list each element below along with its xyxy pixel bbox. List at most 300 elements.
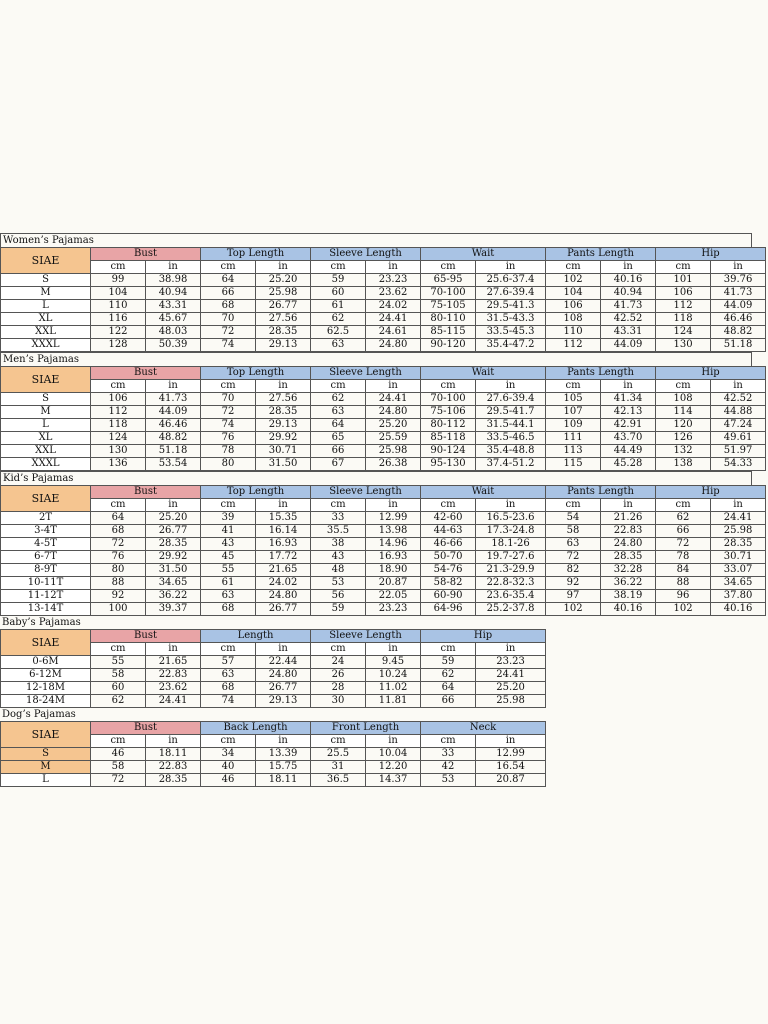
measurement-cell: 63 (311, 339, 366, 352)
measurement-cell: 124 (91, 432, 146, 445)
measurement-cell: 24.80 (366, 406, 421, 419)
size-label: S (1, 393, 91, 406)
unit-cm: cm (201, 643, 256, 656)
measurement-cell: 44.09 (711, 300, 766, 313)
measurement-group-header: Pants Length (546, 248, 656, 261)
measurement-cell: 13.98 (366, 525, 421, 538)
measurement-cell: 88 (91, 577, 146, 590)
measurement-cell: 51.18 (146, 445, 201, 458)
measurement-cell: 22.44 (256, 656, 311, 669)
measurement-cell: 43 (201, 538, 256, 551)
measurement-group-header: Hip (421, 630, 546, 643)
measurement-cell: 23.23 (366, 274, 421, 287)
size-label: XXXL (1, 339, 91, 352)
measurement-cell: 22.83 (601, 525, 656, 538)
measurement-cell: 58 (91, 669, 146, 682)
measurement-cell: 24.41 (146, 695, 201, 708)
measurement-cell: 59 (311, 603, 366, 616)
measurement-cell: 95-130 (421, 458, 476, 471)
measurement-cell: 25.6-37.4 (476, 274, 546, 287)
measurement-cell: 120 (656, 419, 711, 432)
measurement-cell: 11.81 (366, 695, 421, 708)
measurement-cell: 53 (311, 577, 366, 590)
unit-in: in (711, 380, 766, 393)
measurement-cell: 16.54 (476, 761, 546, 774)
measurement-cell: 106 (91, 393, 146, 406)
size-column-header: SIAE (1, 486, 91, 512)
measurement-cell: 62.5 (311, 326, 366, 339)
measurement-cell: 78 (201, 445, 256, 458)
measurement-cell: 21.65 (256, 564, 311, 577)
measurement-cell: 33 (421, 748, 476, 761)
measurement-cell: 46 (201, 774, 256, 787)
measurement-cell: 65 (311, 432, 366, 445)
measurement-cell: 38.98 (146, 274, 201, 287)
unit-cm: cm (311, 380, 366, 393)
size-label: M (1, 287, 91, 300)
measurement-cell: 68 (91, 525, 146, 538)
measurement-cell: 41 (201, 525, 256, 538)
measurement-cell: 10.04 (366, 748, 421, 761)
size-label: 18-24M (1, 695, 91, 708)
measurement-cell: 72 (91, 774, 146, 787)
measurement-cell: 92 (546, 577, 601, 590)
measurement-cell: 70-100 (421, 287, 476, 300)
unit-in: in (476, 499, 546, 512)
measurement-cell: 101 (656, 274, 711, 287)
measurement-cell: 122 (91, 326, 146, 339)
size-label: 10-11T (1, 577, 91, 590)
measurement-cell: 27.6-39.4 (476, 287, 546, 300)
size-label: 6-12M (1, 669, 91, 682)
measurement-group-header: Top Length (201, 486, 311, 499)
unit-in: in (601, 499, 656, 512)
measurement-cell: 33.5-46.5 (476, 432, 546, 445)
table-row (1, 748, 546, 761)
unit-cm: cm (546, 380, 601, 393)
measurement-cell: 24.41 (711, 512, 766, 525)
measurement-group-header: Bust (91, 367, 201, 380)
measurement-cell: 112 (91, 406, 146, 419)
measurement-cell: 42 (421, 761, 476, 774)
measurement-cell: 29.92 (146, 551, 201, 564)
unit-cm: cm (421, 735, 476, 748)
measurement-cell: 80-112 (421, 419, 476, 432)
table-row (1, 432, 766, 445)
measurement-cell: 114 (656, 406, 711, 419)
measurement-cell: 20.87 (366, 577, 421, 590)
measurement-cell: 64 (421, 682, 476, 695)
unit-cm: cm (656, 261, 711, 274)
measurement-cell: 44.88 (711, 406, 766, 419)
measurement-cell: 38.19 (601, 590, 656, 603)
measurement-cell: 22.8-32.3 (476, 577, 546, 590)
measurement-cell: 66 (421, 695, 476, 708)
measurement-cell: 30.71 (256, 445, 311, 458)
measurement-cell: 40.94 (601, 287, 656, 300)
table-row (1, 274, 766, 287)
measurement-cell: 62 (656, 512, 711, 525)
measurement-cell: 55 (201, 564, 256, 577)
size-label: 3-4T (1, 525, 91, 538)
measurement-group-header: Top Length (201, 367, 311, 380)
measurement-cell: 12.20 (366, 761, 421, 774)
measurement-cell: 102 (656, 603, 711, 616)
measurement-cell: 31.50 (256, 458, 311, 471)
measurement-cell: 45.28 (601, 458, 656, 471)
size-label: M (1, 406, 91, 419)
measurement-cell: 51.97 (711, 445, 766, 458)
unit-cm: cm (311, 643, 366, 656)
measurement-cell: 65-95 (421, 274, 476, 287)
measurement-cell: 80-110 (421, 313, 476, 326)
measurement-cell: 36.22 (146, 590, 201, 603)
measurement-cell: 63 (201, 590, 256, 603)
section-title: Kid’s Pajamas (0, 471, 752, 485)
measurement-cell: 68 (201, 300, 256, 313)
measurement-cell: 112 (656, 300, 711, 313)
measurement-cell: 126 (656, 432, 711, 445)
measurement-cell: 66 (201, 287, 256, 300)
measurement-cell: 62 (311, 313, 366, 326)
measurement-cell: 18.1-26 (476, 538, 546, 551)
measurement-cell: 25.98 (711, 525, 766, 538)
measurement-cell: 42.52 (601, 313, 656, 326)
measurement-cell: 49.61 (711, 432, 766, 445)
measurement-cell: 74 (201, 695, 256, 708)
measurement-cell: 10.24 (366, 669, 421, 682)
unit-in: in (256, 499, 311, 512)
table-row (1, 313, 766, 326)
measurement-cell: 25.20 (476, 682, 546, 695)
measurement-cell: 40.16 (601, 603, 656, 616)
size-label: 2T (1, 512, 91, 525)
unit-in: in (366, 499, 421, 512)
measurement-cell: 57 (201, 656, 256, 669)
measurement-cell: 24.80 (256, 590, 311, 603)
measurement-cell: 54.33 (711, 458, 766, 471)
measurement-cell: 13.39 (256, 748, 311, 761)
measurement-cell: 63 (201, 669, 256, 682)
table-row (1, 512, 766, 525)
unit-in: in (256, 735, 311, 748)
measurement-cell: 36.5 (311, 774, 366, 787)
table-row (1, 590, 766, 603)
size-column-header: SIAE (1, 630, 91, 656)
measurement-cell: 25.20 (146, 512, 201, 525)
measurement-group-header: Bust (91, 248, 201, 261)
measurement-cell: 29.13 (256, 695, 311, 708)
measurement-cell: 96 (656, 590, 711, 603)
size-label: XL (1, 432, 91, 445)
measurement-group-header: Neck (421, 722, 546, 735)
measurement-cell: 60 (91, 682, 146, 695)
measurement-cell: 76 (201, 432, 256, 445)
measurement-cell: 39.37 (146, 603, 201, 616)
measurement-cell: 25.20 (256, 274, 311, 287)
measurement-cell: 35.5 (311, 525, 366, 538)
table-row (1, 577, 766, 590)
unit-in: in (601, 261, 656, 274)
size-label: 6-7T (1, 551, 91, 564)
measurement-cell: 109 (546, 419, 601, 432)
measurement-group-header: Hip (656, 486, 766, 499)
measurement-cell: 23.62 (366, 287, 421, 300)
unit-cm: cm (311, 261, 366, 274)
table-row (1, 339, 766, 352)
measurement-cell: 24.41 (366, 393, 421, 406)
measurement-cell: 23.23 (366, 603, 421, 616)
measurement-cell: 90-120 (421, 339, 476, 352)
measurement-cell: 18.90 (366, 564, 421, 577)
measurement-cell: 68 (201, 682, 256, 695)
unit-in: in (256, 380, 311, 393)
measurement-cell: 99 (91, 274, 146, 287)
measurement-cell: 41.73 (601, 300, 656, 313)
unit-in: in (146, 261, 201, 274)
size-label: 4-5T (1, 538, 91, 551)
table-row (1, 682, 546, 695)
measurement-cell: 108 (546, 313, 601, 326)
measurement-cell: 50-70 (421, 551, 476, 564)
unit-in: in (146, 380, 201, 393)
measurement-cell: 130 (656, 339, 711, 352)
unit-cm: cm (421, 261, 476, 274)
measurement-cell: 41.34 (601, 393, 656, 406)
measurement-cell: 102 (546, 274, 601, 287)
measurement-cell: 105 (546, 393, 601, 406)
size-label: L (1, 419, 91, 432)
measurement-cell: 74 (201, 339, 256, 352)
measurement-cell: 12.99 (366, 512, 421, 525)
table-row (1, 774, 546, 787)
size-label: 8-9T (1, 564, 91, 577)
table-row (1, 287, 766, 300)
unit-cm: cm (421, 499, 476, 512)
measurement-cell: 28.35 (256, 326, 311, 339)
measurement-cell: 74 (201, 419, 256, 432)
unit-in: in (146, 499, 201, 512)
measurement-cell: 22.05 (366, 590, 421, 603)
unit-cm: cm (421, 643, 476, 656)
size-label: 13-14T (1, 603, 91, 616)
measurement-cell: 42.91 (601, 419, 656, 432)
measurement-cell: 46-66 (421, 538, 476, 551)
measurement-cell: 64-96 (421, 603, 476, 616)
measurement-cell: 63 (311, 406, 366, 419)
table-row (1, 603, 766, 616)
size-label: 12-18M (1, 682, 91, 695)
unit-cm: cm (91, 499, 146, 512)
measurement-cell: 18.11 (256, 774, 311, 787)
measurement-cell: 132 (656, 445, 711, 458)
measurement-cell: 48.82 (146, 432, 201, 445)
measurement-cell: 104 (91, 287, 146, 300)
measurement-cell: 15.35 (256, 512, 311, 525)
measurement-cell: 23.6-35.4 (476, 590, 546, 603)
measurement-cell: 25.20 (366, 419, 421, 432)
measurement-cell: 21.3-29.9 (476, 564, 546, 577)
measurement-cell: 22.83 (146, 669, 201, 682)
measurement-cell: 23.23 (476, 656, 546, 669)
size-label: 11-12T (1, 590, 91, 603)
measurement-cell: 92 (91, 590, 146, 603)
unit-cm: cm (656, 499, 711, 512)
unit-cm: cm (311, 499, 366, 512)
measurement-cell: 16.93 (366, 551, 421, 564)
measurement-cell: 18.11 (146, 748, 201, 761)
measurement-cell: 70 (201, 393, 256, 406)
measurement-cell: 21.65 (146, 656, 201, 669)
measurement-cell: 106 (656, 287, 711, 300)
measurement-cell: 17.3-24.8 (476, 525, 546, 538)
measurement-group-header: Front Length (311, 722, 421, 735)
measurement-cell: 68 (201, 603, 256, 616)
measurement-cell: 22.83 (146, 761, 201, 774)
measurement-cell: 26.77 (256, 682, 311, 695)
measurement-cell: 110 (91, 300, 146, 313)
measurement-cell: 37.80 (711, 590, 766, 603)
unit-cm: cm (656, 380, 711, 393)
size-table (0, 366, 766, 471)
measurement-cell: 138 (656, 458, 711, 471)
measurement-cell: 48 (311, 564, 366, 577)
measurement-cell: 56 (311, 590, 366, 603)
table-row (1, 669, 546, 682)
measurement-cell: 85-115 (421, 326, 476, 339)
measurement-cell: 62 (421, 669, 476, 682)
measurement-cell: 26.38 (366, 458, 421, 471)
unit-cm: cm (201, 735, 256, 748)
size-label: XL (1, 313, 91, 326)
unit-in: in (601, 380, 656, 393)
measurement-cell: 24.02 (366, 300, 421, 313)
measurement-cell: 41.73 (711, 287, 766, 300)
measurement-cell: 61 (311, 300, 366, 313)
measurement-cell: 43.31 (601, 326, 656, 339)
measurement-cell: 40.16 (711, 603, 766, 616)
measurement-cell: 15.75 (256, 761, 311, 774)
measurement-cell: 40.16 (601, 274, 656, 287)
measurement-cell: 16.14 (256, 525, 311, 538)
measurement-cell: 90-124 (421, 445, 476, 458)
unit-in: in (256, 261, 311, 274)
measurement-cell: 128 (91, 339, 146, 352)
measurement-cell: 80 (91, 564, 146, 577)
measurement-group-header: Wait (421, 248, 546, 261)
measurement-cell: 28 (311, 682, 366, 695)
table-row (1, 538, 766, 551)
section-title: Women’s Pajamas (0, 233, 752, 247)
measurement-cell: 72 (546, 551, 601, 564)
measurement-group-header: Bust (91, 722, 201, 735)
table-row (1, 761, 546, 774)
measurement-cell: 34.65 (711, 577, 766, 590)
measurement-cell: 39.76 (711, 274, 766, 287)
measurement-cell: 33.07 (711, 564, 766, 577)
measurement-cell: 80 (201, 458, 256, 471)
measurement-cell: 14.96 (366, 538, 421, 551)
measurement-cell: 85-118 (421, 432, 476, 445)
measurement-cell: 64 (201, 274, 256, 287)
measurement-cell: 118 (91, 419, 146, 432)
size-table (0, 629, 546, 708)
measurement-cell: 20.87 (476, 774, 546, 787)
measurement-cell: 88 (656, 577, 711, 590)
measurement-cell: 58 (546, 525, 601, 538)
unit-cm: cm (91, 261, 146, 274)
measurement-cell: 41.73 (146, 393, 201, 406)
measurement-cell: 46 (91, 748, 146, 761)
unit-in: in (476, 735, 546, 748)
measurement-cell: 12.99 (476, 748, 546, 761)
measurement-cell: 28.35 (146, 774, 201, 787)
measurement-cell: 116 (91, 313, 146, 326)
measurement-cell: 31 (311, 761, 366, 774)
measurement-cell: 58-82 (421, 577, 476, 590)
measurement-cell: 33.5-45.3 (476, 326, 546, 339)
unit-in: in (476, 643, 546, 656)
measurement-cell: 24.41 (366, 313, 421, 326)
measurement-cell: 26 (311, 669, 366, 682)
table-row (1, 525, 766, 538)
section-title: Men’s Pajamas (0, 352, 752, 366)
measurement-group-header: Sleeve Length (311, 630, 421, 643)
measurement-cell: 130 (91, 445, 146, 458)
measurement-cell: 29.5-41.7 (476, 406, 546, 419)
measurement-cell: 44.49 (601, 445, 656, 458)
unit-in: in (146, 735, 201, 748)
measurement-group-header: Wait (421, 486, 546, 499)
measurement-cell: 110 (546, 326, 601, 339)
unit-in: in (366, 261, 421, 274)
measurement-cell: 29.5-41.3 (476, 300, 546, 313)
unit-in: in (256, 643, 311, 656)
measurement-cell: 14.37 (366, 774, 421, 787)
measurement-cell: 29.13 (256, 419, 311, 432)
size-table (0, 721, 546, 787)
measurement-group-header: Bust (91, 486, 201, 499)
unit-cm: cm (311, 735, 366, 748)
measurement-cell: 42.52 (711, 393, 766, 406)
measurement-group-header: Wait (421, 367, 546, 380)
unit-cm: cm (91, 735, 146, 748)
measurement-cell: 62 (91, 695, 146, 708)
size-label: L (1, 774, 91, 787)
measurement-cell: 64 (311, 419, 366, 432)
size-label: L (1, 300, 91, 313)
measurement-group-header: Top Length (201, 248, 311, 261)
measurement-cell: 82 (546, 564, 601, 577)
measurement-cell: 59 (421, 656, 476, 669)
measurement-cell: 51.18 (711, 339, 766, 352)
measurement-cell: 26.77 (256, 300, 311, 313)
measurement-group-header: Pants Length (546, 367, 656, 380)
measurement-cell: 112 (546, 339, 601, 352)
table-row (1, 300, 766, 313)
table-row (1, 656, 546, 669)
measurement-cell: 102 (546, 603, 601, 616)
measurement-cell: 19.7-27.6 (476, 551, 546, 564)
unit-in: in (366, 380, 421, 393)
measurement-cell: 25.98 (476, 695, 546, 708)
measurement-cell: 70 (201, 313, 256, 326)
measurement-group-header: Back Length (201, 722, 311, 735)
measurement-cell: 9.45 (366, 656, 421, 669)
measurement-group-header: Length (201, 630, 311, 643)
measurement-cell: 28.35 (256, 406, 311, 419)
measurement-cell: 118 (656, 313, 711, 326)
